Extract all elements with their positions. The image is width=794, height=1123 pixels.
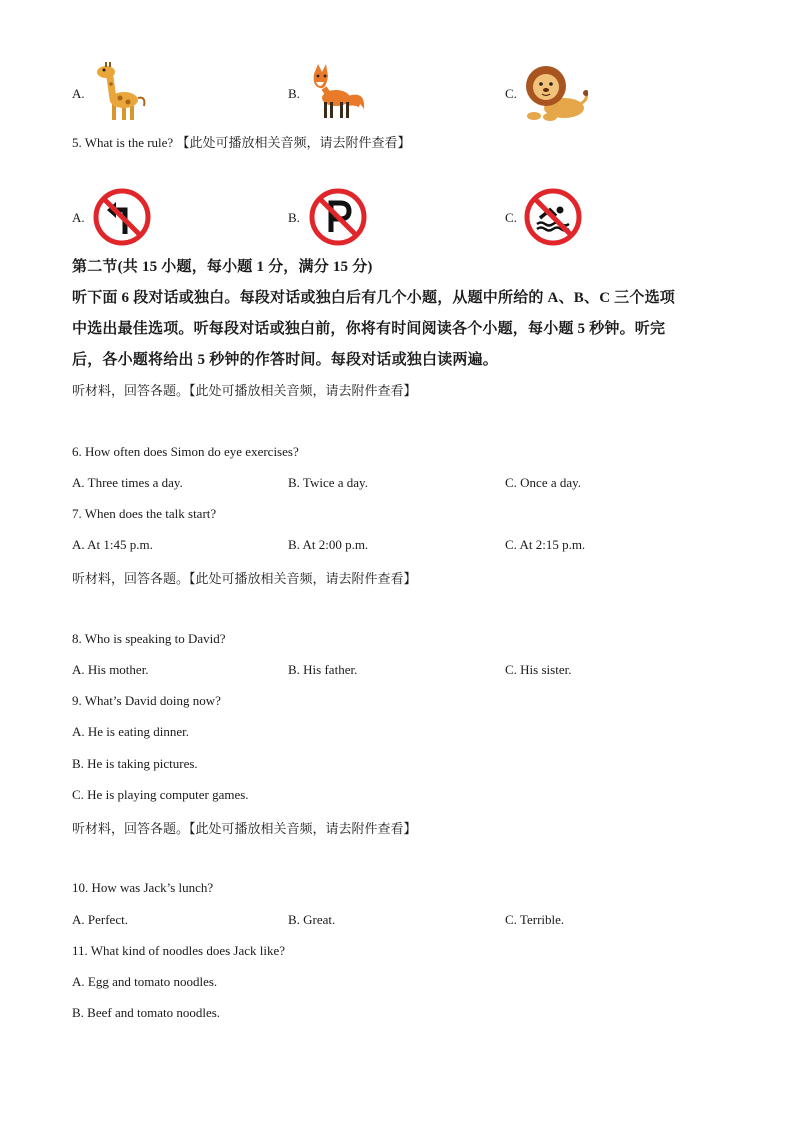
option-letter-a: A. <box>72 210 85 225</box>
q10-option-b: B. Great. <box>288 912 336 927</box>
fox-icon <box>304 60 370 120</box>
question-9: 9. What’s David doing now? <box>72 693 221 708</box>
no-left-turn-sign-icon <box>93 188 151 246</box>
q6-option-b: B. Twice a day. <box>288 475 368 490</box>
question-10: 10. How was Jack’s lunch? <box>72 880 214 895</box>
no-swimming-sign-icon <box>524 188 582 246</box>
option-letter-c: C. <box>505 210 517 225</box>
q8-option-a: A. His mother. <box>72 662 149 677</box>
audio-note: 听材料，回答各题。【此处可播放相关音频，请去附件查看】 <box>72 821 417 836</box>
option-letter-b: B. <box>288 86 300 101</box>
question-7: 7. When does the talk start? <box>72 506 217 521</box>
question-11: 11. What kind of noodles does Jack like? <box>72 943 286 958</box>
option-letter-b: B. <box>288 210 300 225</box>
lion-icon <box>524 60 588 122</box>
q10-option-c: C. Terrible. <box>505 912 565 927</box>
question-5: 5. What is the rule? 【此处可播放相关音频，请去附件查看】 <box>72 135 411 150</box>
instructions-line-2: 中选出最佳选项。听每段对话或独白前，你将有时间阅读各个小题，每小题 5 秒钟。听完 <box>72 321 666 337</box>
q7-option-c: C. At 2:15 p.m. <box>505 537 586 552</box>
q11-option-b: B. Beef and tomato noodles. <box>72 1005 221 1020</box>
section-title: 第二节(共 15 小题，每小题 1 分，满分 15 分) <box>72 259 373 275</box>
q11-option-a: A. Egg and tomato noodles. <box>72 974 218 989</box>
q9-option-c: C. He is playing computer games. <box>72 787 249 802</box>
option-letter-a: A. <box>72 86 85 101</box>
instructions-line-3: 后，各小题将给出 5 秒钟的作答时间。每段对话或独白读两遍。 <box>72 352 499 368</box>
q6-option-a: A. Three times a day. <box>72 475 183 490</box>
audio-note: 听材料，回答各题。【此处可播放相关音频，请去附件查看】 <box>72 383 417 398</box>
q7-option-a: A. At 1:45 p.m. <box>72 537 153 552</box>
audio-note: 听材料，回答各题。【此处可播放相关音频，请去附件查看】 <box>72 571 417 586</box>
no-parking-sign-icon <box>309 188 367 246</box>
q7-option-b: B. At 2:00 p.m. <box>288 537 369 552</box>
q9-option-b: B. He is taking pictures. <box>72 756 198 771</box>
q8-option-b: B. His father. <box>288 662 358 677</box>
question-6: 6. How often does Simon do eye exercises? <box>72 444 299 459</box>
q8-option-c: C. His sister. <box>505 662 572 677</box>
instructions-line-1: 听下面 6 段对话或独白。每段对话或独白后有几个小题，从题中所给的 A、B、C 三个选项 <box>72 290 675 306</box>
q6-option-c: C. Once a day. <box>505 475 582 490</box>
option-letter-c: C. <box>505 86 517 101</box>
q10-option-a: A. Perfect. <box>72 912 128 927</box>
q9-option-a: A. He is eating dinner. <box>72 724 189 739</box>
giraffe-icon <box>92 60 150 124</box>
question-8: 8. Who is speaking to David? <box>72 631 226 646</box>
